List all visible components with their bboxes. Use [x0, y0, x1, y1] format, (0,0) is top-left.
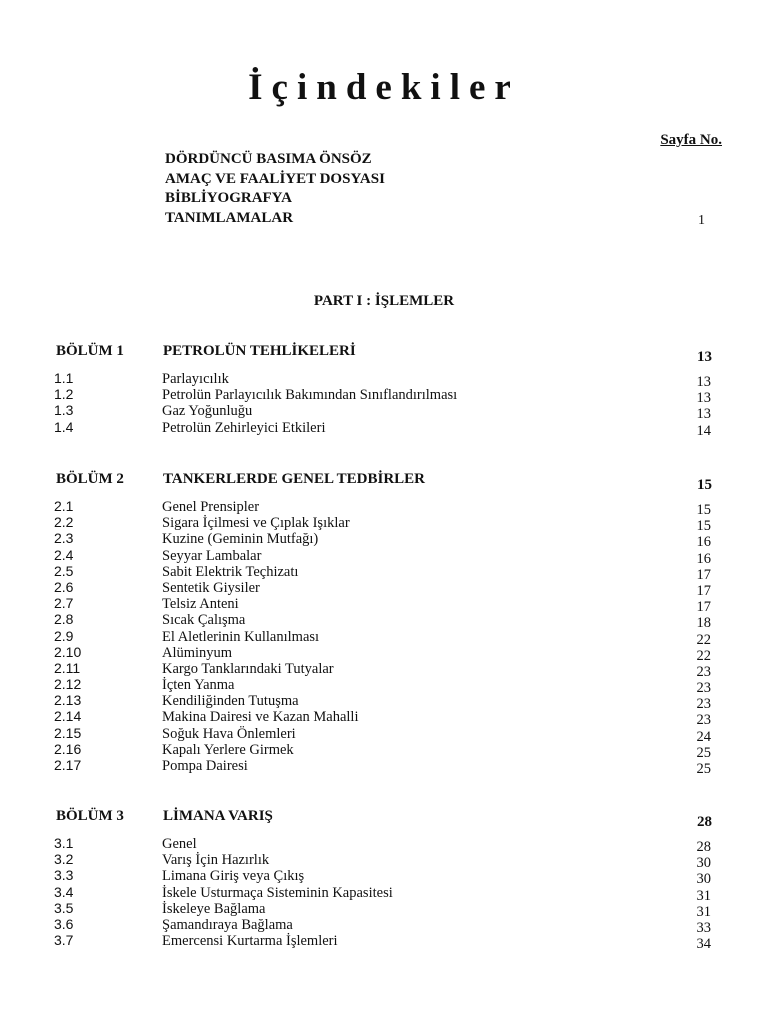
- part-heading: PART I : İŞLEMLER: [313, 293, 455, 309]
- toc-entry[interactable]: [0, 835, 768, 855]
- section-page: 13: [696, 390, 711, 407]
- section-page: 17: [696, 566, 711, 583]
- front-matter-item[interactable]: [165, 209, 725, 229]
- section-page: 23: [696, 680, 711, 697]
- page-number-header: Sayfa No.: [660, 132, 722, 148]
- section-page: 31: [696, 887, 711, 904]
- section-number: 2.11: [54, 659, 81, 676]
- section-number: 2.17: [54, 757, 82, 773]
- toc-entry[interactable]: [0, 595, 768, 616]
- chapter-title: TANKERLERDE GENEL TEDBİRLER: [163, 471, 426, 487]
- page-title: İçindekiler: [248, 67, 520, 108]
- toc-entry[interactable]: [0, 867, 768, 888]
- section-number: 2.4: [54, 546, 74, 563]
- section-number: 2.1: [54, 498, 74, 514]
- section-number: 2.6: [54, 578, 74, 595]
- section-page: 28: [696, 839, 711, 855]
- section-title: Sigara İçilmesi ve Çıplak Işıklar: [162, 515, 350, 532]
- front-matter-item[interactable]: [165, 150, 725, 170]
- section-page: 22: [696, 647, 711, 664]
- section-title: Petrolün Parlayıcılık Bakımından Sınıflandırılması: [162, 387, 458, 404]
- section-title: Kargo Tanklarındaki Tutyalar: [162, 660, 334, 677]
- section-title: Emercensi Kurtarma İşlemleri: [162, 933, 338, 950]
- section-title: Sıcak Çalışma: [162, 612, 246, 629]
- section-title: Şamandıraya Bağlama: [162, 916, 293, 933]
- chapter-heading[interactable]: [0, 471, 768, 499]
- section-title: İskele Usturmaça Sisteminin Kapasitesi: [162, 884, 393, 901]
- section-page: 13: [696, 406, 711, 423]
- section-number: 3.3: [54, 867, 74, 884]
- toc-entry[interactable]: [0, 611, 768, 632]
- section-number: 2.13: [54, 692, 82, 709]
- toc-entry[interactable]: [0, 370, 768, 390]
- toc-entry[interactable]: [0, 676, 768, 697]
- section-number: 2.16: [54, 740, 82, 757]
- chapter-page: 28: [697, 814, 712, 830]
- front-matter-label: TANIMLAMALAR: [165, 209, 294, 226]
- section-page: 30: [696, 855, 711, 872]
- section-title: Gaz Yoğunluğu: [162, 403, 253, 420]
- section-title: Genel Prensipler: [162, 499, 260, 515]
- toc-entry[interactable]: [0, 883, 768, 904]
- toc-entry[interactable]: [0, 692, 768, 713]
- section-number: 2.7: [54, 595, 74, 612]
- front-matter-label: BİBLİYOGRAFYA: [165, 190, 292, 206]
- section-list: [0, 498, 768, 777]
- section-page: 31: [696, 903, 711, 920]
- toc-entry[interactable]: [0, 740, 768, 761]
- toc-entry[interactable]: [0, 643, 768, 664]
- toc-entry[interactable]: [0, 546, 768, 567]
- section-number: 2.9: [54, 627, 74, 644]
- section-page: 22: [696, 631, 711, 648]
- section-page: 16: [696, 550, 711, 567]
- section-page: 23: [696, 696, 711, 713]
- chapter-section: [0, 471, 768, 777]
- section-number: 3.6: [54, 915, 74, 932]
- chapter-title: LİMANA VARIŞ: [163, 808, 273, 824]
- section-number: 3.4: [54, 883, 74, 900]
- section-page: 13: [696, 374, 711, 390]
- section-number: 2.14: [54, 708, 82, 725]
- section-title: Makina Dairesi ve Kazan Mahalli: [162, 709, 359, 726]
- toc-entry[interactable]: [0, 659, 768, 680]
- chapter-page: 15: [697, 477, 712, 493]
- section-title: Kuzine (Geminin Mutfağı): [162, 531, 319, 548]
- section-page: 23: [696, 663, 711, 680]
- section-list: [0, 835, 768, 953]
- section-number: 1.1: [54, 370, 74, 386]
- section-page: 17: [696, 599, 711, 616]
- section-title: Petrolün Zehirleyici Etkileri: [162, 419, 326, 436]
- toc-entry[interactable]: [0, 627, 768, 648]
- section-number: 2.5: [54, 562, 74, 579]
- chapter-number: BÖLÜM 3: [56, 808, 124, 824]
- section-page: 25: [696, 744, 711, 761]
- section-title: Varış İçin Hazırlık: [162, 852, 270, 869]
- front-matter-item[interactable]: [165, 170, 725, 190]
- toc-entry[interactable]: [0, 386, 768, 407]
- section-page: 16: [696, 534, 711, 551]
- toc-entry[interactable]: [0, 418, 768, 439]
- chapter-heading[interactable]: [0, 343, 768, 371]
- section-page: 18: [696, 615, 711, 632]
- chapter-heading[interactable]: [0, 808, 768, 836]
- section-number: 2.8: [54, 611, 74, 628]
- section-title: İskeleye Bağlama: [162, 900, 266, 917]
- section-number: 3.1: [54, 835, 74, 851]
- section-number: 2.2: [54, 514, 74, 531]
- front-matter-label: AMAÇ VE FAALİYET DOSYASI: [165, 170, 385, 187]
- section-title: Kendiliğinden Tutuşma: [162, 693, 299, 710]
- chapter-section: [0, 808, 768, 953]
- front-matter-page: 1: [698, 212, 705, 228]
- section-number: 1.3: [54, 402, 74, 419]
- chapter-number: BÖLÜM 2: [56, 471, 124, 487]
- section-page: 25: [696, 761, 711, 777]
- section-title: Pompa Dairesi: [162, 758, 248, 774]
- section-title: Sentetik Giysiler: [162, 579, 260, 596]
- section-page: 23: [696, 712, 711, 729]
- toc-entry[interactable]: [0, 915, 768, 936]
- toc-entry[interactable]: [0, 514, 768, 535]
- section-title: El Aletlerinin Kullanılması: [162, 628, 320, 645]
- toc-entry[interactable]: [0, 562, 768, 583]
- section-number: 3.7: [54, 932, 74, 949]
- toc-entry[interactable]: [0, 724, 768, 745]
- section-title: Sabit Elektrik Teçhizatı: [162, 563, 299, 580]
- section-title: İçten Yanma: [162, 677, 235, 694]
- section-page: 14: [696, 422, 711, 439]
- toc-entry[interactable]: [0, 899, 768, 920]
- toc-entry[interactable]: [0, 578, 768, 599]
- section-number: 1.2: [54, 386, 74, 403]
- section-page: 17: [696, 582, 711, 599]
- chapter-title: PETROLÜN TEHLİKELERİ: [163, 343, 356, 359]
- section-page: 33: [696, 919, 711, 936]
- section-page: 15: [696, 502, 711, 518]
- front-matter-item[interactable]: [165, 189, 725, 209]
- section-number: 3.5: [54, 899, 74, 916]
- front-matter: [165, 150, 725, 228]
- chapter-number: BÖLÜM 1: [56, 343, 124, 359]
- section-number: 2.3: [54, 530, 74, 547]
- section-number: 2.15: [54, 724, 82, 741]
- section-title: Kapalı Yerlere Girmek: [162, 741, 294, 758]
- section-title: Soğuk Hava Önlemleri: [162, 725, 296, 742]
- toc-entry[interactable]: [0, 757, 768, 777]
- toc-entry[interactable]: [0, 530, 768, 551]
- section-page: 34: [696, 936, 711, 953]
- section-page: 24: [696, 728, 711, 745]
- section-page: 15: [696, 518, 711, 535]
- section-page: 30: [696, 871, 711, 888]
- section-list: [0, 370, 768, 439]
- toc-entry[interactable]: [0, 708, 768, 729]
- section-number: 2.10: [54, 643, 82, 660]
- section-number: 1.4: [54, 418, 74, 435]
- toc-entry[interactable]: [0, 498, 768, 518]
- section-title: Genel: [162, 836, 197, 852]
- section-number: 3.2: [54, 851, 74, 868]
- toc-entry[interactable]: [0, 851, 768, 872]
- section-title: Alüminyum: [162, 644, 233, 661]
- section-title: Limana Giriş veya Çıkış: [162, 868, 305, 885]
- chapter-section: [0, 343, 768, 439]
- chapter-page: 13: [697, 349, 712, 365]
- section-title: Seyyar Lambalar: [162, 547, 262, 564]
- toc-entry[interactable]: [0, 932, 768, 953]
- section-number: 2.12: [54, 676, 82, 693]
- section-title: Telsiz Anteni: [162, 596, 239, 613]
- section-title: Parlayıcılık: [162, 371, 229, 387]
- front-matter-label: DÖRDÜNCÜ BASIMA ÖNSÖZ: [165, 151, 372, 167]
- toc-entry[interactable]: [0, 402, 768, 423]
